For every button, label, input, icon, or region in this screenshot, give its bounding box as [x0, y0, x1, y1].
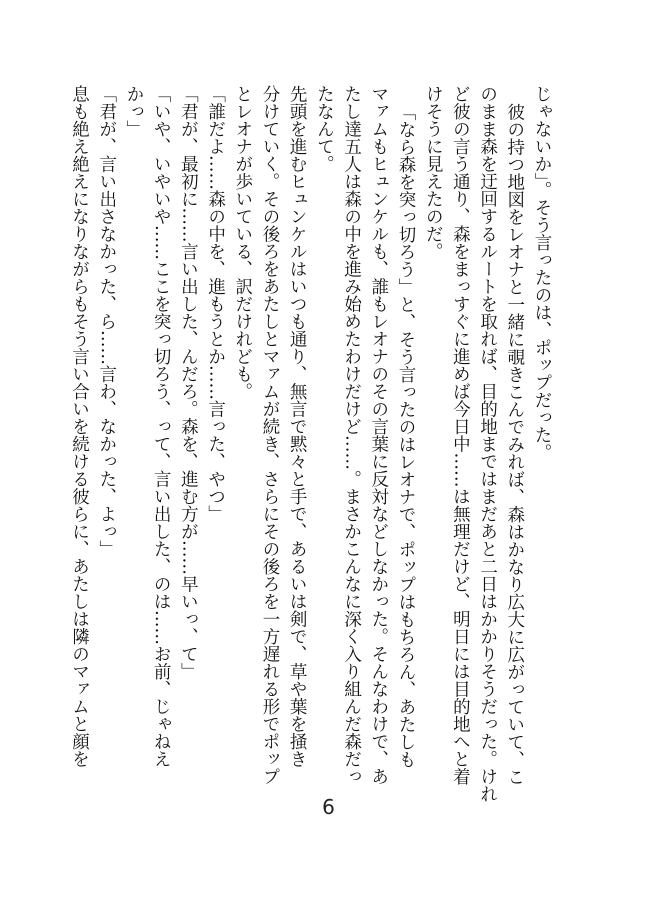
page-number: 6 [322, 795, 335, 819]
text-line: 息も絶え絶えになりながらもそう言い合いを続ける彼らに、あたしは隣のマァムと顔を [69, 85, 90, 768]
text-line: 先頭を進むヒュンケルはいつも通り、無言で黙々と手で、あるいは剣で、草や葉を掻き [287, 85, 308, 768]
text-line: かっ」 [123, 85, 144, 138]
text-line: 「君が、最初に……言い出した、んだろ。森を、進む方が……早いっ、て」 [178, 85, 199, 680]
text-line: けそうに見えたのだ。 [423, 85, 444, 260]
text-line: たし達五人は森の中を進み始めたわけだけど……。まさかこんなに深く入り組んだ森だっ [341, 85, 362, 785]
vertical-text-body [69, 85, 555, 803]
text-line: 「いや、いやいや……ここを突っ切ろう、って、言い出した、のは……お前、じゃねえ [151, 85, 172, 768]
text-line: 「誰だよ……森の中を、進もうとか……言った、やつ」 [205, 85, 226, 523]
text-line: とレオナが歩いている、訳だけれども。 [232, 85, 253, 400]
text-line: じゃないか」。そう言ったのは、ポップだった。 [532, 85, 552, 462]
text-line: 「君が、言い出さなかった、ら……言わ、なかった、よっ」 [96, 85, 117, 558]
text-line: のまま森を迂回するルートを取れば、目的地まではまだあと二日はかかりそうだった。けれ [477, 85, 498, 803]
text-line: 分けていく。その後ろをあたしとマァムが続き、さらにその後ろを一方遅れる形でポップ [259, 85, 280, 785]
text-line: 彼の持つ地図をレオナと一緒に覗きこんでみれば、森はかなり広大に広がっていて、こ [504, 102, 525, 785]
text-line: たなんて。 [314, 85, 335, 173]
text-line: ど彼の言う通り、森をまっすぐに進めば今日中……は無理だけど、明日には目的地へと着 [450, 85, 471, 785]
text-line: 「なら森を突っ切ろう」と、そう言ったのはレオナで、ポップはもちろん、あたしも [395, 102, 416, 768]
text-line: マァムもヒュンケルも、誰もレオナのその言葉に反対などしなかった。そんなわけで、あ [368, 85, 389, 785]
